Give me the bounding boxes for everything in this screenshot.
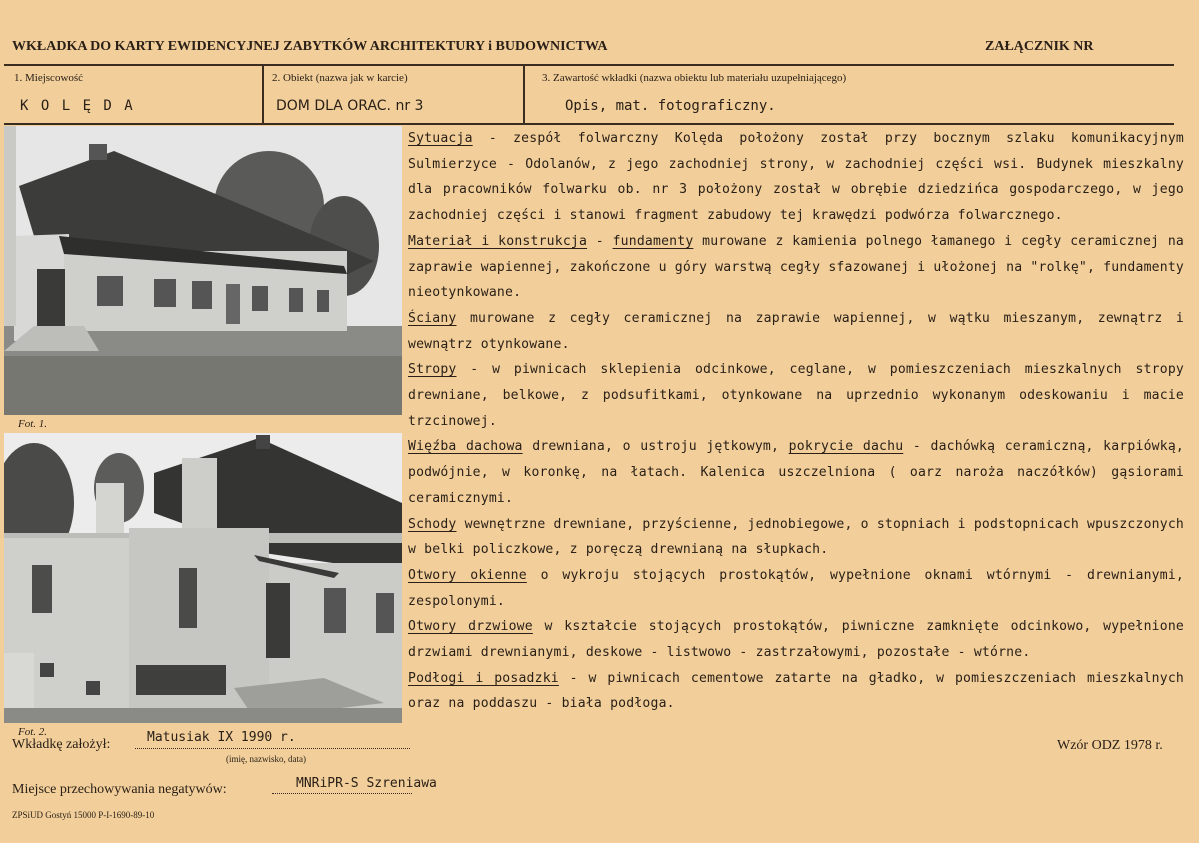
text-walls: murowane z cegły ceramicznej na zaprawie wapiennej, w wątku mieszanym, zewnątrz i wewnątrz otynkowane. [408,310,1184,352]
heading-windows: Otwory okienne [408,567,527,583]
text-situation: - zespół folwarczny Kolęda położony został przy bocznym szlaku komunikacyjnym Sulmierzyce - Odolanów, z jego zachodniej strony, w zachodniej części wsi. Budynek mieszkalny dla pracowników folwarku ob. nr 3 położony został w obrębie dziedzińca gospodarczego, w jego zachodniej części i stanowi fragment zabudowy tej krawędzi podwórza folwarcznego. [408,131,1184,224]
para-ceilings [408,357,1184,434]
description-text [408,126,1184,717]
para-windows [408,563,1184,614]
negatives-dotline [272,793,412,794]
negatives-value: MNRiPR-S Szreniawa [296,776,437,791]
field-divider-2 [523,66,525,123]
text-doors: w kształcie stojących prostokątów, piwniczne zamknięte odcinkowo, wypełnione drzwiami drewnianymi, deskowe - listwowo - zastrzałowymi, pozostałe - wtórne. [408,619,1184,661]
photo-2 [4,433,402,723]
para-situation [408,126,1184,229]
para-stairs [408,512,1184,563]
fields-rule [4,123,1174,125]
author-label: Wkładkę założył: [12,737,111,752]
photo-2-caption: Fot. 2. [18,726,48,738]
heading-roofing: pokrycie dachu [788,439,904,455]
field-3-value: Opis, mat. fotograficzny. [565,98,776,114]
heading-ceilings: Stropy [408,362,457,378]
text-foundations: murowane z kamienia polnego łamanego i cegły ceramicznej na zaprawie wapiennej, zakończone u góry warstwą cegły sfazowanej i ułożonej na "rolkę", fundamenty nieotynkowane. [408,233,1184,301]
heading-walls: Ściany [408,310,457,326]
photo-1 [4,126,402,415]
heading-material: Materiał i konstrukcja [408,233,588,249]
heading-floors: Podłogi i posadzki [408,670,559,686]
text-floors: - w piwnicach cementowe zatarte na gładko, w pomieszczeniach mieszkalnych oraz na poddaszu - biała podłoga. [408,670,1184,712]
heading-stairs: Schody [408,516,457,532]
form-header [0,36,1199,64]
para-floors [408,666,1184,717]
text-roof-truss: drewniana, o ustroju jętkowym, [522,439,789,455]
form-title: WKŁADKA DO KARTY EWIDENCYJNEJ ZABYTKÓW ARCHITEKTURY i BUDOWNICTWA [12,39,608,54]
para-roof [408,434,1184,511]
text-material-sep: - [587,233,613,249]
header-rule [4,64,1174,66]
field-divider-1 [262,66,264,123]
heading-roof-truss: Więźba dachowa [408,439,523,455]
text-windows: o wykroju stojących prostokątów, wypełnione oknami wtórnymi - drewnianymi, zespolonymi. [408,567,1184,609]
heading-foundations: fundamenty [612,233,694,249]
text-stairs: wewnętrzne drewniane, przyścienne, jednobiegowe, o stopniach i podstopnicach wpuszczonych w belki policzkowe, z poręczą drewnianą na słupkach. [408,516,1184,558]
heading-situation: Sytuacja [408,131,473,146]
field-1-label: 1. Miejscowość [14,72,84,84]
author-dotline [135,748,410,749]
photo-1-caption: Fot. 1. [18,418,48,430]
text-ceilings: - w piwnicach sklepienia odcinkowe, ceglane, w pomieszczeniach mieszkalnych stropy drewniane, belkowe, z podsufitkami, otynkowane na uprzednio wykonanym odeskowaniu i macie trzcinowej. [408,362,1184,429]
field-1-value: K O L Ę D A [20,98,135,114]
field-2-label: 2. Obiekt (nazwa jak w karcie) [272,72,408,84]
heading-doors: Otwory drzwiowe [408,619,533,635]
text-roofing: - dachówką ceramiczną, karpiówką, podwójnie, w koronkę, na łatach. Kalenica uszczelniona ( oarz naroża naczółków) gąsiorami ceramicznymi. [408,439,1184,506]
annex-label: ZAŁĄCZNIK NR [985,39,1094,54]
form-version: Wzór ODZ 1978 r. [1057,738,1163,753]
field-2-value: DOM DLA ORAC. nr 3 [276,98,424,114]
para-doors [408,614,1184,665]
para-material [408,229,1184,306]
field-3-label: 3. Zawartość wkładki (nazwa obiektu lub materiału uzupełniającego) [542,72,847,84]
author-hint: (imię, nazwisko, data) [226,754,306,764]
printer-imprint: ZPSiUD Gostyń 15000 P-I-1690-89-10 [12,810,155,820]
negatives-label: Miejsce przechowywania negatywów: [12,782,227,797]
author-value: Matusiak IX 1990 r. [147,730,296,745]
para-walls [408,306,1184,357]
